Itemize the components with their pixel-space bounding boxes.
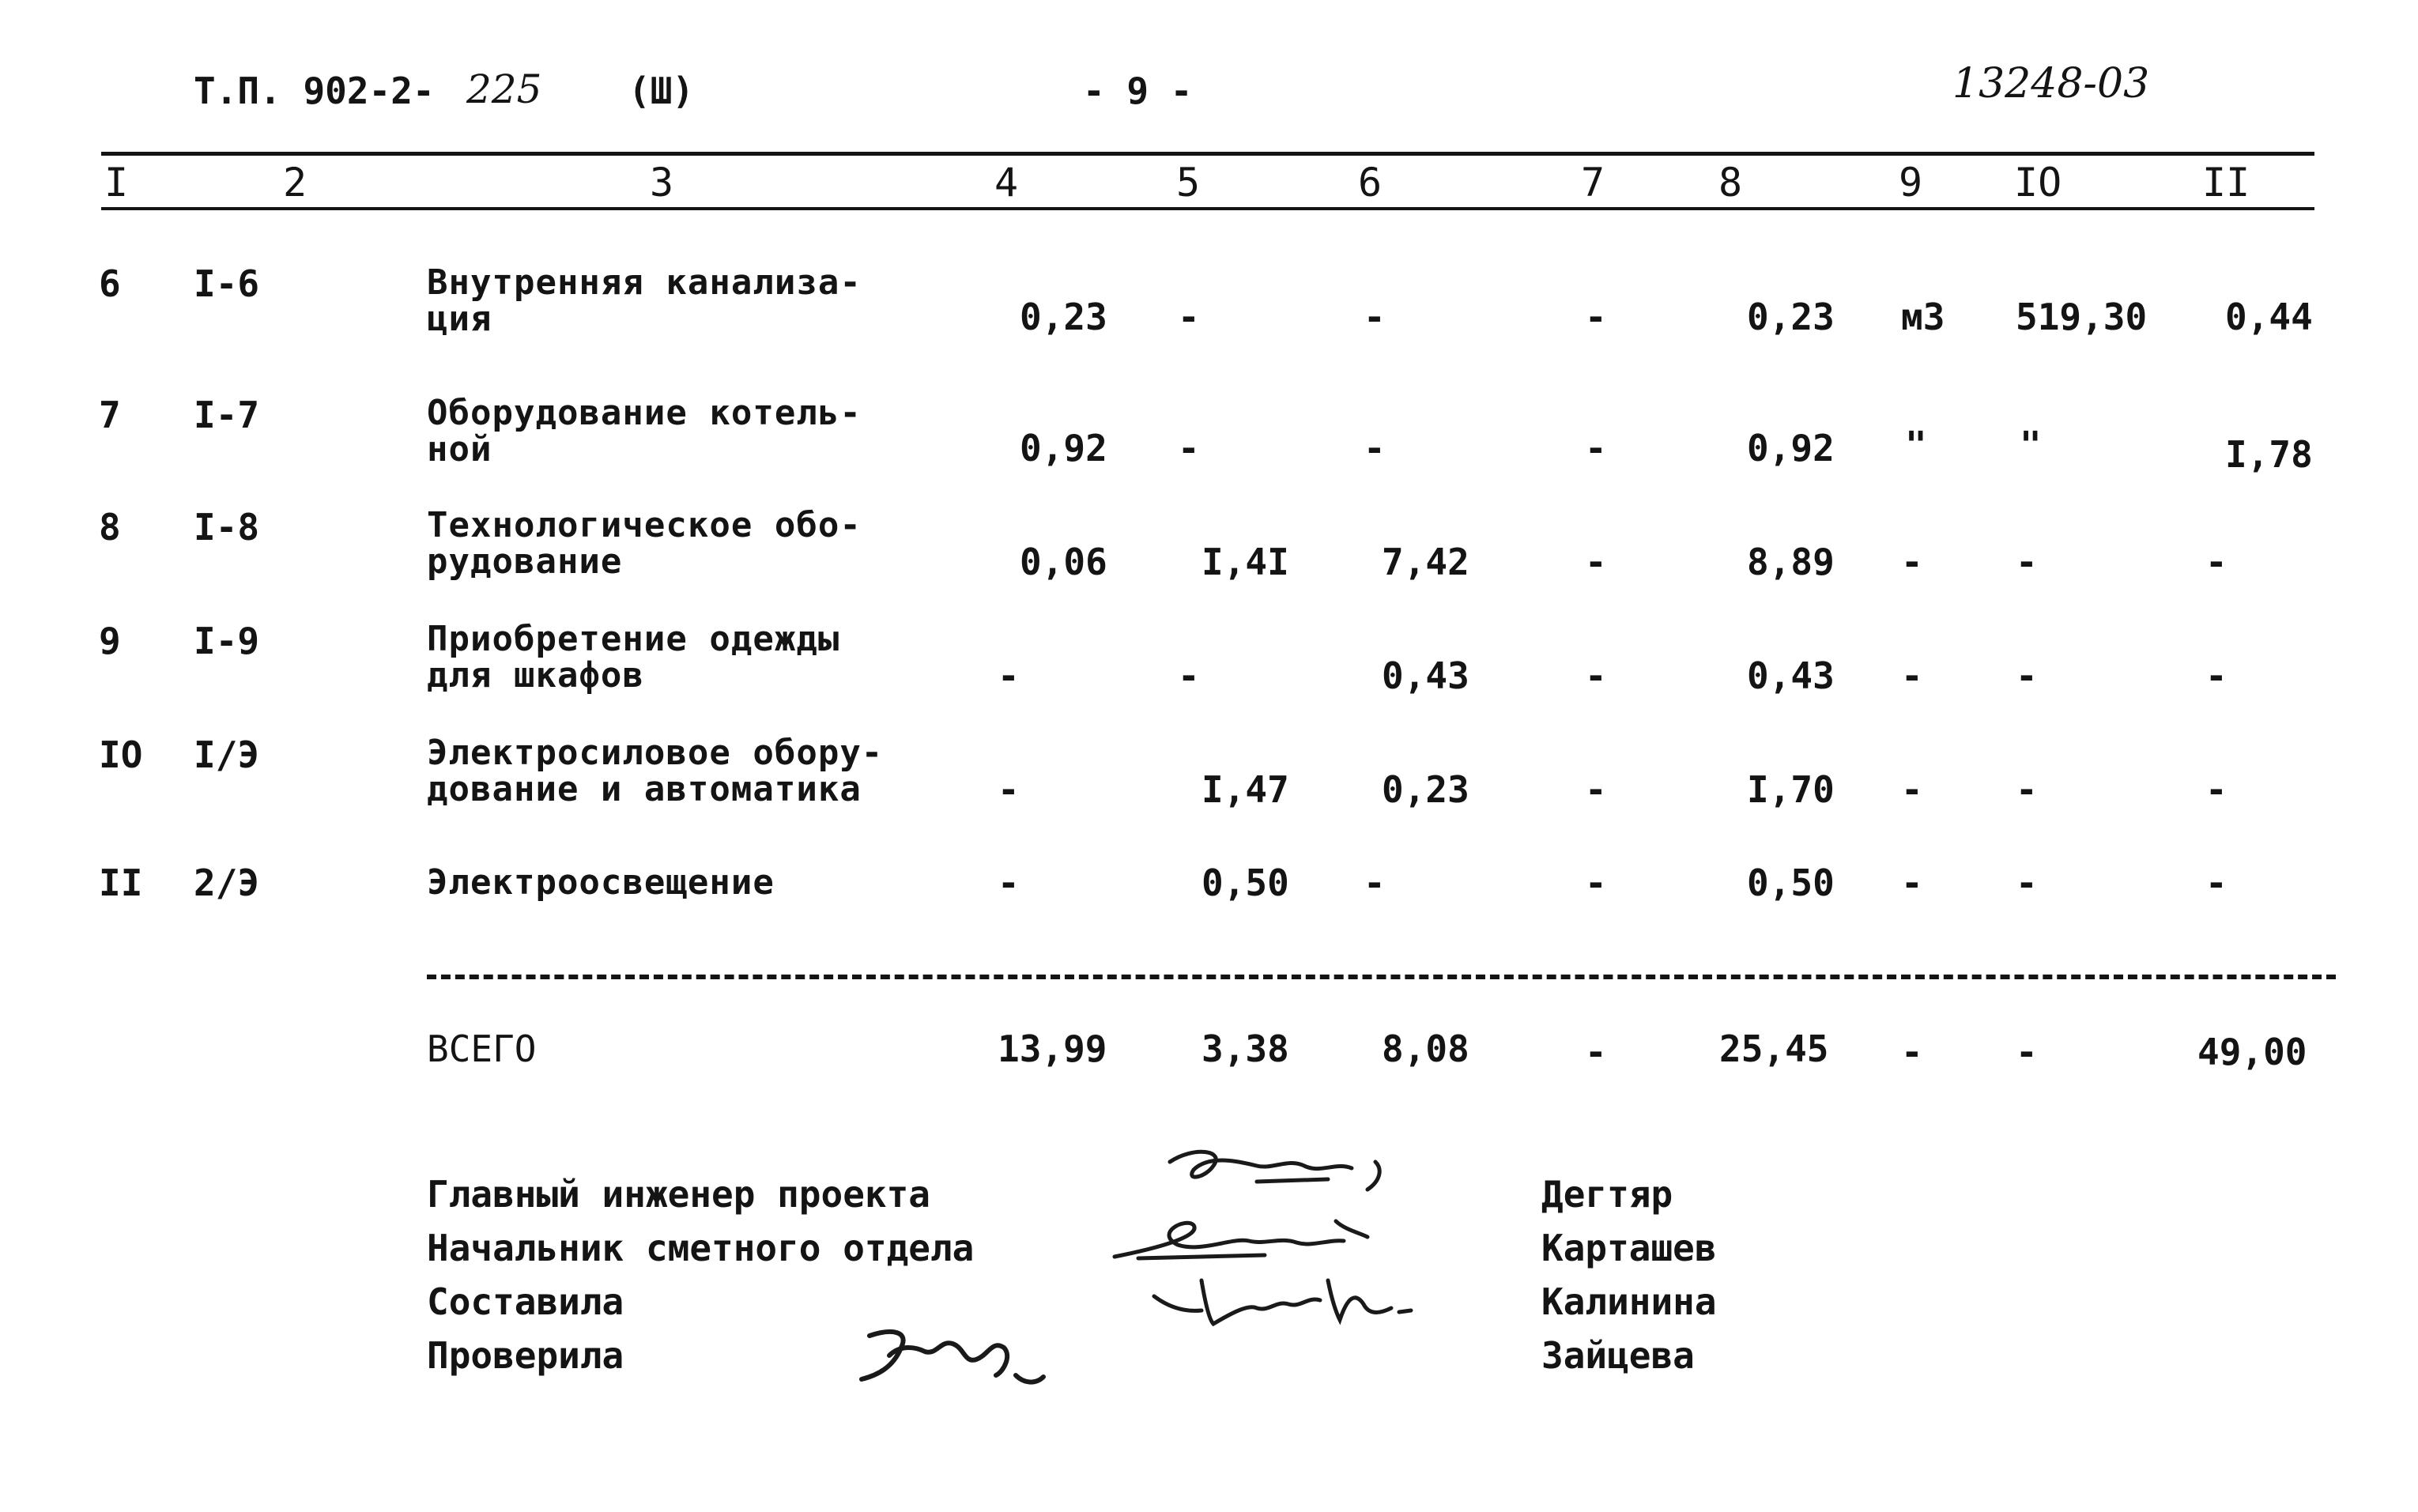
cell-c11: 0,44 — [2225, 296, 2313, 338]
col-num-9: 9 — [1899, 160, 1923, 205]
cell-c4: - — [998, 654, 1020, 697]
signer-name: Карташев — [1541, 1227, 1717, 1269]
cell-c6: 7,42 — [1382, 541, 1469, 583]
cell-c5: 0,50 — [1201, 862, 1289, 904]
signature-checker — [846, 1312, 1059, 1407]
cell-c4: 0,92 — [1020, 427, 1107, 469]
cell-c9: - — [1901, 862, 1923, 904]
cell-c10: - — [2016, 768, 2038, 811]
row-number: 9 — [99, 620, 121, 662]
row-name-line2: ция — [427, 299, 492, 339]
cell-c4: - — [998, 768, 1020, 811]
row-name-line1: Оборудование котель- — [427, 393, 862, 433]
row-number: 6 — [99, 262, 121, 305]
row-name-line1: Электроосвещение — [427, 862, 775, 903]
row-name-line2: для шкафов — [427, 655, 644, 696]
row-name-line1: Внутренняя канализа- — [427, 262, 862, 303]
col-num-2: 2 — [283, 160, 307, 205]
cell-c7: - — [1585, 862, 1607, 904]
total-c5: 3,38 — [1201, 1027, 1289, 1070]
row-number: IO — [99, 733, 143, 776]
cell-c8: 0,92 — [1747, 427, 1835, 469]
signature-compiler — [1138, 1265, 1423, 1352]
cell-c4: 0,06 — [1020, 541, 1107, 583]
col-num-7: 7 — [1581, 160, 1605, 205]
row-code: I/Э — [194, 733, 260, 776]
cell-c8: 0,50 — [1747, 862, 1835, 904]
total-c10: - — [2016, 1031, 2038, 1073]
col-num-4: 4 — [994, 160, 1019, 205]
col-num-6: 6 — [1358, 160, 1383, 205]
signer-role: Составила — [427, 1280, 624, 1323]
doc-number: 13248-03 — [1952, 60, 2150, 107]
total-separator — [427, 975, 2336, 979]
total-label: ВСЕГО — [427, 1027, 537, 1070]
part-mark: (Ш) — [628, 70, 695, 112]
signer-role: Проверила — [427, 1334, 624, 1377]
row-code: I-6 — [194, 262, 260, 305]
cell-c5: - — [1178, 296, 1200, 338]
cell-c7: - — [1585, 296, 1607, 338]
signer-name: Зайцева — [1541, 1334, 1695, 1377]
tp-number: 225 — [466, 66, 542, 112]
row-number: 8 — [99, 506, 121, 549]
cell-c7: - — [1585, 541, 1607, 583]
cell-c6: - — [1364, 296, 1386, 338]
signer-role: Начальник сметного отдела — [427, 1227, 975, 1269]
total-c7: - — [1585, 1031, 1607, 1073]
cell-c11: - — [2205, 862, 2228, 904]
col-num-11: II — [2202, 160, 2250, 205]
signer-name: Дегтяр — [1541, 1173, 1673, 1216]
header-top-rule — [101, 152, 2314, 156]
row-name-line2: ной — [427, 429, 492, 469]
page-number: - 9 - — [1083, 70, 1193, 112]
cell-c10: - — [2016, 862, 2038, 904]
row-code: I-7 — [194, 394, 260, 436]
row-code: I-9 — [194, 620, 260, 662]
cell-c6: - — [1364, 427, 1386, 469]
row-number: 7 — [99, 394, 121, 436]
cell-c10: 519,30 — [2016, 296, 2148, 338]
cell-c11: - — [2205, 768, 2228, 811]
cell-c10: " — [2020, 424, 2042, 466]
total-c6: 8,08 — [1382, 1027, 1469, 1070]
cell-c7: - — [1585, 768, 1607, 811]
tp-prefix: Т.П. 902-2- — [194, 70, 435, 112]
cell-c7: - — [1585, 654, 1607, 697]
signer-role: Главный инженер проекта — [427, 1173, 930, 1216]
cell-c9: - — [1901, 654, 1923, 697]
signature-estimate-head — [1107, 1209, 1407, 1273]
cell-c6: 0,43 — [1382, 654, 1469, 697]
cell-c6: - — [1364, 862, 1386, 904]
cell-c4: 0,23 — [1020, 296, 1107, 338]
row-name-line1: Электросиловое обору- — [427, 733, 884, 773]
total-c4: 13,99 — [998, 1027, 1107, 1070]
cell-c8: 0,23 — [1747, 296, 1835, 338]
total-c11: 49,00 — [2197, 1031, 2307, 1073]
cell-c9: - — [1901, 541, 1923, 583]
col-num-5: 5 — [1176, 160, 1201, 205]
cell-c5: I,47 — [1201, 768, 1289, 811]
row-code: I-8 — [194, 506, 260, 549]
col-num-8: 8 — [1718, 160, 1743, 205]
cell-c8: 0,43 — [1747, 654, 1835, 697]
cell-c11: - — [2205, 541, 2228, 583]
cell-c7: - — [1585, 427, 1607, 469]
col-num-1: I — [104, 160, 129, 205]
row-code: 2/Э — [194, 862, 260, 904]
row-number: II — [99, 862, 143, 904]
cell-c10: - — [2016, 654, 2038, 697]
signer-name: Калинина — [1541, 1280, 1717, 1323]
row-name-line1: Приобретение одежды — [427, 619, 840, 659]
cell-c9: " — [1905, 424, 1927, 466]
cell-c5: I,4I — [1201, 541, 1289, 583]
col-num-3: 3 — [650, 160, 674, 205]
cell-c11: - — [2205, 654, 2228, 697]
cell-c8: I,70 — [1747, 768, 1835, 811]
cell-c9: - — [1901, 768, 1923, 811]
row-name-line2: дование и автоматика — [427, 769, 862, 809]
cell-c4: - — [998, 862, 1020, 904]
cell-c5: - — [1178, 427, 1200, 469]
row-name-line1: Технологическое обо- — [427, 505, 862, 545]
cell-c5: - — [1178, 654, 1200, 697]
header-bottom-rule — [101, 207, 2314, 210]
cell-c6: 0,23 — [1382, 768, 1469, 811]
total-c9: - — [1901, 1031, 1923, 1073]
cell-c11: I,78 — [2225, 433, 2313, 476]
cell-c10: - — [2016, 541, 2038, 583]
cell-c9: м3 — [1901, 296, 1945, 338]
cell-c8: 8,89 — [1747, 541, 1835, 583]
col-num-10: IO — [2014, 160, 2062, 205]
signature-chief-engineer — [1138, 1138, 1423, 1209]
row-name-line2: рудование — [427, 541, 623, 582]
total-c8: 25,45 — [1719, 1027, 1829, 1070]
